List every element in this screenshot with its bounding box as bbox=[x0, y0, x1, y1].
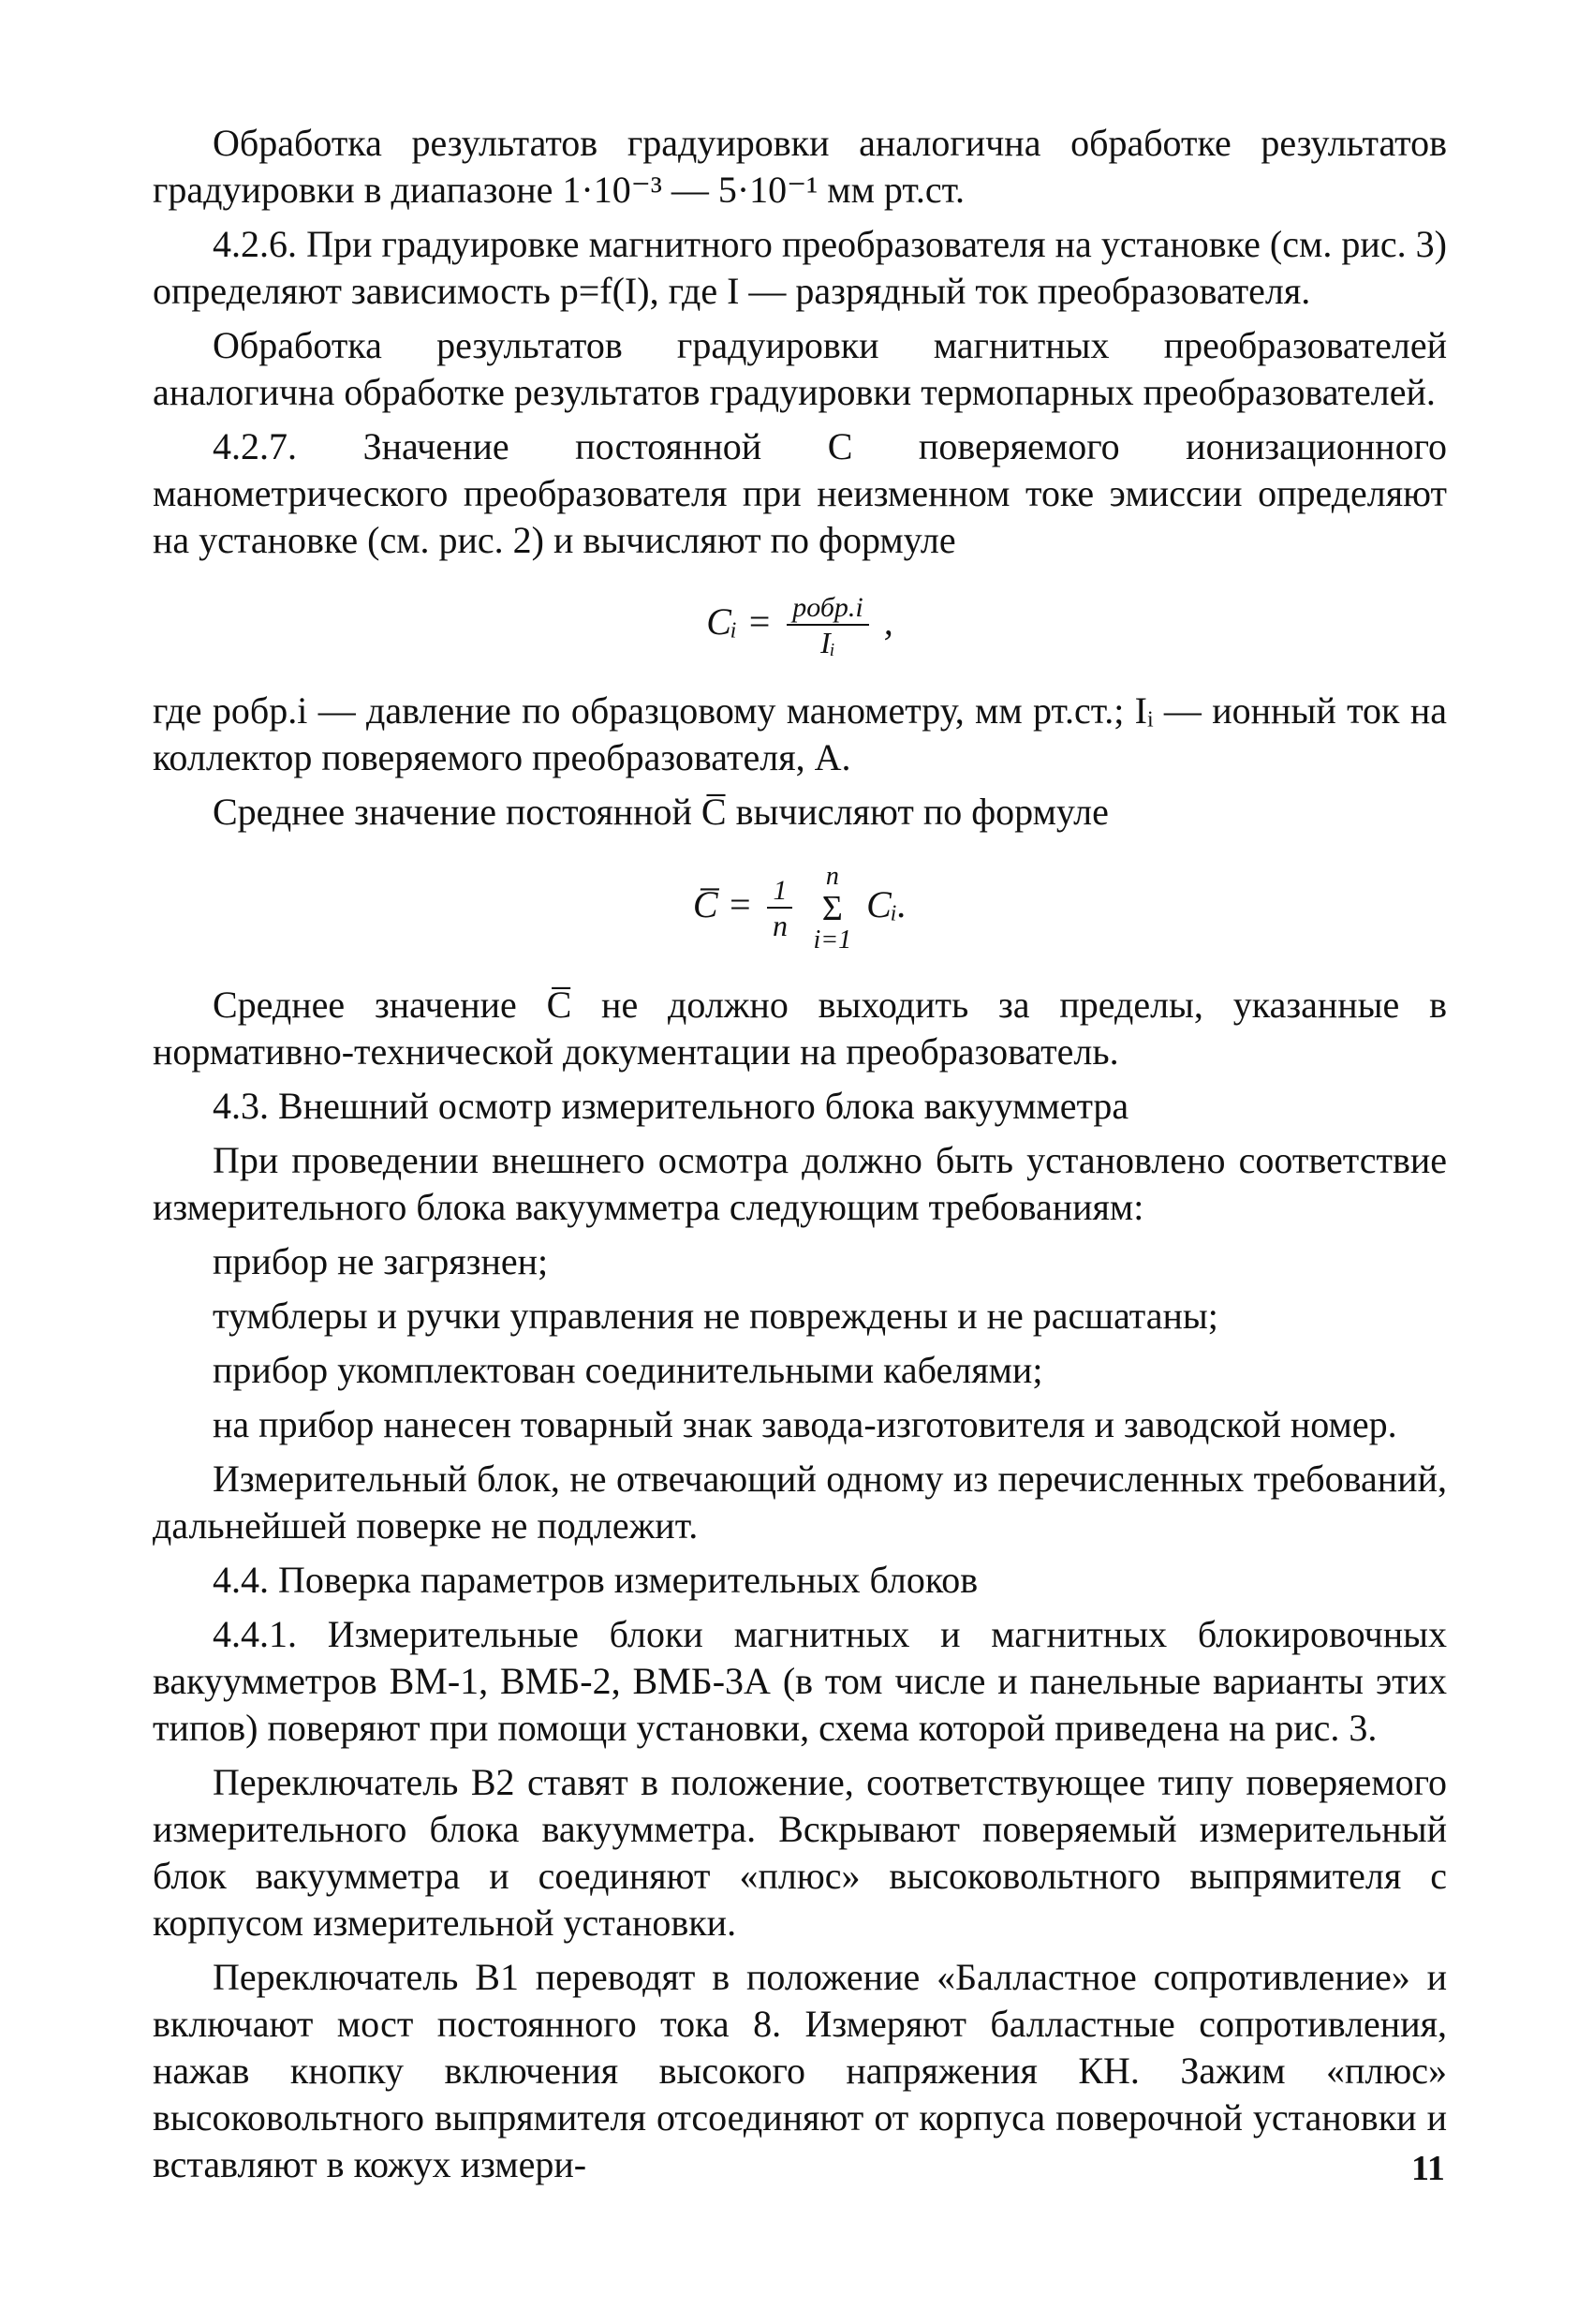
fraction bbox=[787, 592, 869, 659]
page-number: 11 bbox=[1411, 2149, 1445, 2188]
paragraph: Среднее значение постоянной C̅ вычисляют по формуле bbox=[213, 791, 1109, 833]
paragraph: Обработка результатов градуировки аналогична обработке результатов градуировки в диапазоне 1·10⁻³ — 5·10⁻¹ мм рт.ст. bbox=[153, 122, 1447, 211]
formula-c-mean bbox=[153, 864, 1447, 954]
sigma-symbol: Σ bbox=[821, 889, 843, 928]
section-4-2-6: 4.2.6. При градуировке магнитного преобразователя на установке (см. рис. 3) определяют зависимость p=f(I), где I — разрядный ток преобразователя. bbox=[153, 223, 1447, 312]
paragraph: Обработка результатов градуировки магнитных преобразователей аналогична обработке результатов градуировки термопарных преобразователей. bbox=[153, 324, 1447, 413]
fraction-numerator: pобр.i bbox=[787, 592, 869, 626]
formula-term: Cᵢ. bbox=[866, 883, 907, 926]
paragraph: где pобр.i — давление по образцовому манометру, мм рт.ст.; Iᵢ — ионный ток на коллектор поверяемого преобразователя, А. bbox=[153, 689, 1447, 778]
fraction-denominator: n bbox=[772, 909, 788, 942]
section-4-4-1: 4.4.1. Измерительные блоки магнитных и магнитных блокировочных вакуумметров ВМ-1, ВМБ-2, ВМБ-3А (в том числе и панельные варианты этих типов) поверяют при помощи установки, схема которой приведена на рис. 3. bbox=[153, 1613, 1447, 1749]
fraction bbox=[767, 875, 792, 942]
text-column bbox=[153, 120, 1447, 2196]
section-4-2-7: 4.2.7. Значение постоянной C поверяемого ионизационного манометрического преобразователя при неизменном токе эмиссии определяют на установке (см. рис. 2) и вычисляют по формуле bbox=[153, 425, 1447, 561]
formula-lhs: Cᵢ = bbox=[706, 600, 773, 644]
paragraph: При проведении внешнего осмотра должно быть установлено соответствие измерительного блока вакуумметра следующим требованиям: bbox=[153, 1139, 1447, 1228]
formula-tail: , bbox=[883, 600, 893, 644]
summation bbox=[813, 864, 851, 954]
list-item: прибор не загрязнен; bbox=[213, 1240, 549, 1282]
section-4-4-heading: 4.4. Поверка параметров измерительных блоков bbox=[213, 1559, 979, 1601]
formula-lhs: C̅ = bbox=[692, 883, 753, 926]
list-item: прибор укомплектован соединительными кабелями; bbox=[213, 1349, 1043, 1391]
sum-upper-limit: n bbox=[825, 862, 839, 891]
fraction-denominator: Iᵢ bbox=[820, 626, 835, 659]
paragraph: Переключатель В2 ставят в положение, соответствующее типу поверяемого измерительного блока вакуумметра. Вскрывают поверяемый измерительный блок вакуумметра и соединяют «плюс» высоковольтного выпрямителя с корпусом измерительной установки. bbox=[153, 1761, 1447, 1944]
paragraph: Среднее значение C̅ не должно выходить за пределы, указанные в нормативно-технической документации на преобразователь. bbox=[153, 984, 1447, 1073]
section-4-3-heading: 4.3. Внешний осмотр измерительного блока вакуумметра bbox=[213, 1085, 1129, 1127]
sum-lower-limit: i=1 bbox=[813, 925, 852, 955]
formula-ci bbox=[153, 592, 1447, 659]
list-item: на прибор нанесен товарный знак завода-изготовителя и заводской номер. bbox=[213, 1403, 1397, 1445]
list-item: тумблеры и ручки управления не повреждены и не расшатаны; bbox=[213, 1295, 1218, 1337]
paragraph: Измерительный блок, не отвечающий одному из перечисленных требований, дальнейшей поверке не подлежит. bbox=[153, 1458, 1447, 1547]
paragraph: Переключатель В1 переводят в положение «Балластное сопротивление» и включают мост постоянного тока 8. Измеряют балластные сопротивления, нажав кнопку включения высокого напряжения КН. Зажим «плюс» высоковольтного выпрямителя отсоединяют от корпуса поверочной установки и вставляют в кожух измери- bbox=[153, 1956, 1447, 2185]
fraction-numerator: 1 bbox=[767, 875, 792, 909]
